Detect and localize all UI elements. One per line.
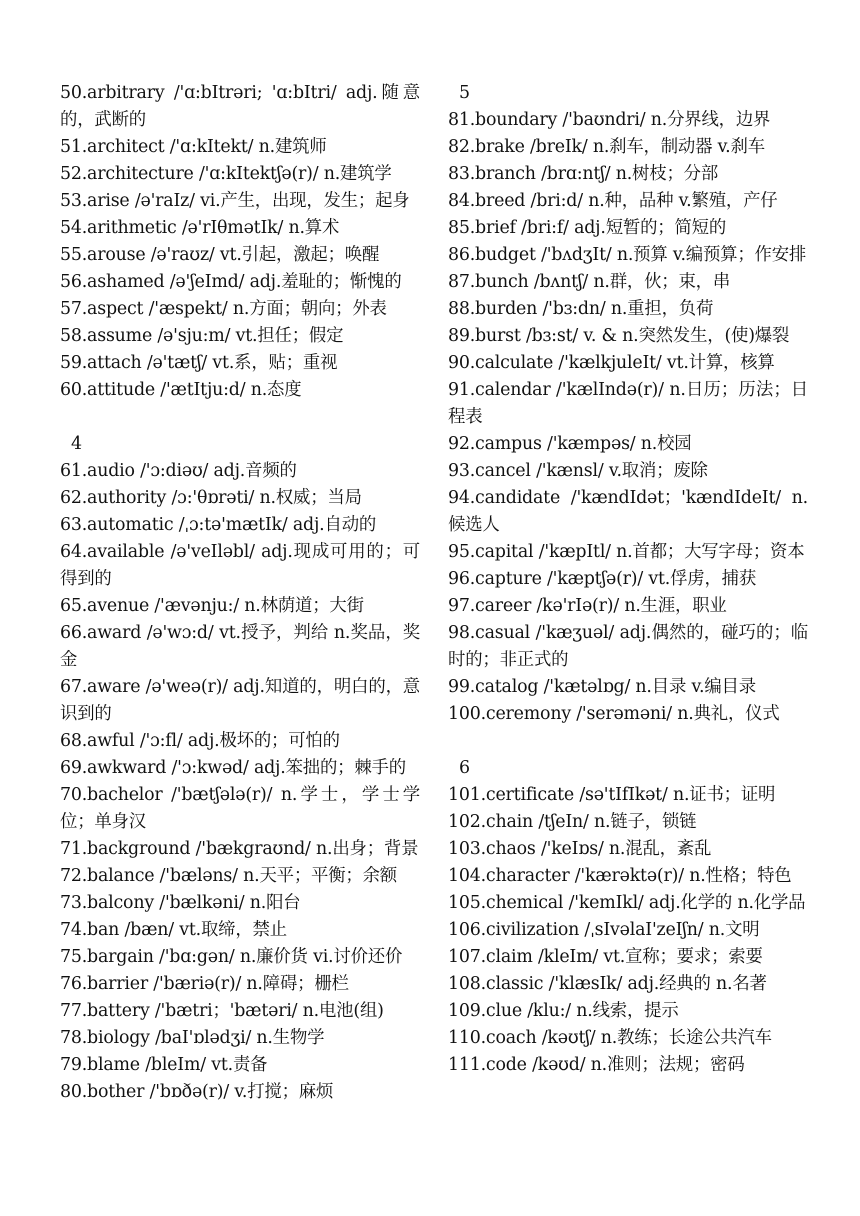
vocab-entry: 68.awful /'ɔ:fl/ adj.极坏的；可怕的 <box>60 731 340 751</box>
vocab-entry: 104.character /'kærəktə(r)/ n.性格；特色 <box>448 866 792 886</box>
vocab-entry: 76.barrier /'bæriə(r)/ n.障碍；栅栏 <box>60 974 349 994</box>
section-number: 5 <box>459 83 470 103</box>
vocab-entry: 66.award /ə'wɔ:d/ vt.授予，判给 n.奖品，奖金 <box>60 623 420 670</box>
vocab-entry: 69.awkward /'ɔ:kwəd/ adj.笨拙的；棘手的 <box>60 758 406 778</box>
vocab-entry: 52.architecture /'ɑ:kItektʃə(r)/ n.建筑学 <box>60 164 392 184</box>
vocab-entry: 65.avenue /'ævənju:/ n.林荫道；大街 <box>60 596 364 616</box>
vocab-entry: 92.campus /'kæmpəs/ n.校园 <box>448 434 692 454</box>
vocab-entry: 90.calculate /'kælkjuleIt/ vt.计算，核算 <box>448 353 775 373</box>
vocab-entry: 60.attitude /'ætItju:d/ n.态度 <box>60 380 302 400</box>
vocab-entry: 93.cancel /'kænsl/ v.取消；废除 <box>448 461 708 481</box>
vocab-entry: 61.audio /'ɔ:diəʊ/ adj.音频的 <box>60 461 297 481</box>
vocab-entry: 55.arouse /ə'raʊz/ vt.引起，激起；唤醒 <box>60 245 380 265</box>
vocab-entry: 87.bunch /bʌntʃ/ n.群，伙；束，串 <box>448 272 731 292</box>
vocab-entry: 103.chaos /'keIɒs/ n.混乱，紊乱 <box>448 839 712 859</box>
vocab-entry: 51.architect /'ɑ:kItekt/ n.建筑师 <box>60 137 327 157</box>
vocab-entry: 77.battery /'bætri；'bætəri/ n.电池(组) <box>60 1001 384 1021</box>
vocab-entry: 50.arbitrary /'ɑ:bItrəri; 'ɑ:bItri/ adj.随意的，武断的 <box>60 83 420 130</box>
vocab-entry: 71.background /'bækgraʊnd/ n.出身；背景 <box>60 839 419 859</box>
vocab-entry: 81.boundary /'baʊndri/ n.分界线，边界 <box>448 110 771 130</box>
vocab-entry: 63.automatic /ˌɔ:tə'mætIk/ adj.自动的 <box>60 515 377 535</box>
vocab-entry: 106.civilization /ˌsIvəlaI'zeIʃn/ n.文明 <box>448 920 760 940</box>
vocab-entry: 56.ashamed /ə'ʃeImd/ adj.羞耻的；惭愧的 <box>60 272 402 292</box>
vocab-entry: 70.bachelor /'bætʃələ(r)/ n.学士，学士学位；单身汉 <box>60 785 420 832</box>
vocab-entry: 67.aware /ə'weə(r)/ adj.知道的，明白的，意识到的 <box>60 677 420 724</box>
vocab-entry: 84.breed /bri:d/ n.种，品种 v.繁殖，产仔 <box>448 191 778 211</box>
vocab-entry: 88.burden /'bɜ:dn/ n.重担，负荷 <box>448 299 714 319</box>
vocab-entry: 79.blame /bleIm/ vt.责备 <box>60 1055 268 1075</box>
vocab-entry: 101.certificate /sə'tIfIkət/ n.证书；证明 <box>448 785 776 805</box>
vocab-entry: 75.bargain /'bɑ:gən/ n.廉价货 vi.讨价还价 <box>60 947 403 967</box>
vocab-entry: 91.calendar /'kælIndə(r)/ n.日历；历法；日程表 <box>448 380 808 427</box>
vocab-entry: 58.assume /ə'sju:m/ vt.担任；假定 <box>60 326 344 346</box>
vocab-entry: 108.classic /'klæsIk/ adj.经典的 n.名著 <box>448 974 767 994</box>
section-number: 6 <box>459 758 470 778</box>
vocab-entry: 54.arithmetic /ə'rIθmətIk/ n.算术 <box>60 218 340 238</box>
vocab-entry: 107.claim /kleIm/ vt.宣称；要求；索要 <box>448 947 763 967</box>
vocab-entry: 72.balance /'bæləns/ n.天平；平衡；余额 <box>60 866 397 886</box>
vocab-entry: 105.chemical /'kemIkl/ adj.化学的 n.化学品 <box>448 893 806 913</box>
left-column <box>60 80 420 1106</box>
vocab-entry: 102.chain /tʃeIn/ n.链子，锁链 <box>448 812 697 832</box>
vocab-entry: 94.candidate /'kændIdət；'kændIdeIt/ n.候选人 <box>448 488 808 535</box>
vocab-entry: 59.attach /ə'tætʃ/ vt.系，贴；重视 <box>60 353 338 373</box>
vocab-entry: 64.available /ə'veIləbl/ adj.现成可用的；可得到的 <box>60 542 420 589</box>
vocab-entry: 74.ban /bæn/ vt.取缔，禁止 <box>60 920 287 940</box>
vocab-entry: 73.balcony /'bælkəni/ n.阳台 <box>60 893 301 913</box>
vocab-entry: 89.burst /bɜ:st/ v. & n.突然发生，(使)爆裂 <box>448 326 790 346</box>
vocab-entry: 98.casual /'kæʒuəl/ adj.偶然的，碰巧的；临时的；非正式的 <box>448 623 808 670</box>
vocab-entry: 86.budget /'bʌdʒIt/ n.预算 v.编预算；作安排 <box>448 245 807 265</box>
vocab-entry: 111.code /kəʊd/ n.准则；法规；密码 <box>448 1055 745 1075</box>
vocab-entry: 80.bother /'bɒðə(r)/ v.打搅；麻烦 <box>60 1082 334 1102</box>
section-number: 4 <box>71 434 82 454</box>
vocab-entry: 100.ceremony /'serəməni/ n.典礼，仪式 <box>448 704 780 724</box>
vocab-entry: 57.aspect /'æspekt/ n.方面；朝向；外表 <box>60 299 387 319</box>
vocab-entry: 85.brief /bri:f/ adj.短暂的；简短的 <box>448 218 727 238</box>
vocab-entry: 99.catalog /'kætəlɒg/ n.目录 v.编目录 <box>448 677 756 697</box>
vocab-entry: 110.coach /kəʊtʃ/ n.教练；长途公共汽车 <box>448 1028 772 1048</box>
vocab-entry: 95.capital /'kæpItl/ n.首都；大写字母；资本 <box>448 542 805 562</box>
spacer <box>60 404 420 431</box>
vocab-entry: 109.clue /klu:/ n.线索，提示 <box>448 1001 679 1021</box>
spacer <box>448 728 808 755</box>
vocab-entry: 97.career /kə'rIə(r)/ n.生涯，职业 <box>448 596 727 616</box>
vocab-entry: 82.brake /breIk/ n.刹车，制动器 v.刹车 <box>448 137 765 157</box>
vocab-entry: 53.arise /ə'raIz/ vi.产生，出现，发生；起身 <box>60 191 410 211</box>
vocab-entry: 62.authority /ɔ:'θɒrəti/ n.权威；当局 <box>60 488 362 508</box>
vocab-entry: 78.biology /baI'ɒlədʒi/ n.生物学 <box>60 1028 325 1048</box>
vocab-entry: 83.branch /brɑ:ntʃ/ n.树枝；分部 <box>448 164 719 184</box>
vocab-entry: 96.capture /'kæptʃə(r)/ vt.俘虏，捕获 <box>448 569 757 589</box>
right-column <box>448 80 808 1079</box>
